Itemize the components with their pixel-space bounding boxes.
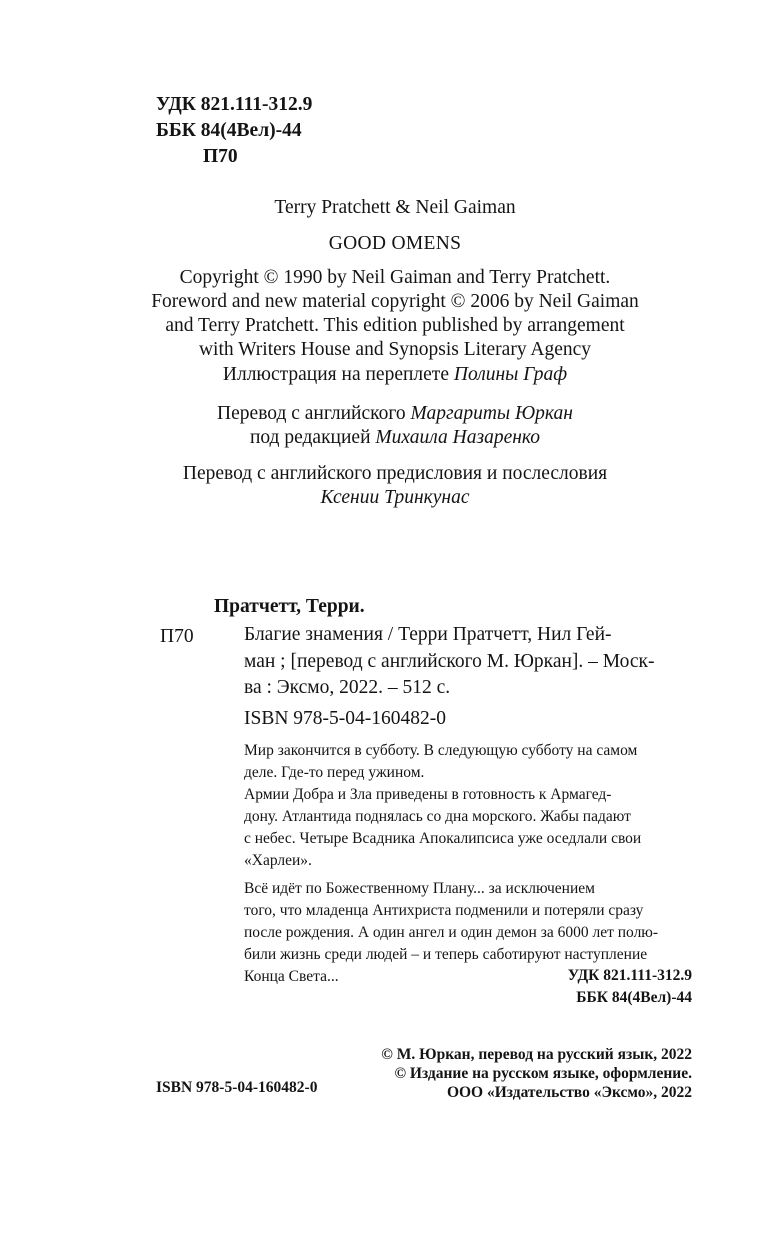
foreword-translator-name: Ксении Тринкунас — [320, 487, 470, 508]
footer-udk: УДК 821.111-312.9 — [567, 967, 692, 984]
copyright-line: and Terry Pratchett. This edition published by arrangement — [165, 315, 625, 336]
editor-name: Михаила Назаренко — [375, 427, 541, 448]
bibliographic-description: Благие знамения / Терри Пратчетт, Нил Гей- ман ; [перевод с английского М. Юркан]. – Моск- ва : Эксмо, 2022. – 512 с. — [244, 624, 655, 698]
illustration-credit: Иллюстрация на переплете Полины Граф — [222, 364, 568, 385]
translator-name: Маргариты Юркан — [410, 403, 573, 424]
footer-isbn: ISBN 978-5-04-160482-0 — [156, 1079, 318, 1096]
annotation: Мир закончится в субботу. В следующую субботу на самом деле. Где-то перед ужином. Армии Добра и Зла приведены в готовность к Армагед- дону. Атлантида поднялась со дна морского. Жабы падают с небес. Четыре Всадника Апокалипсиса уже оседлали свои «Харлеи». Всё идёт по Божественному Плану... за исключением того, что младенца Антихриста подменили и потеряли сразу после рождения. А один ангел и один демон за 6000 лет полю- били жизнь среди людей – и теперь саботируют наступление Конца Света... — [244, 742, 659, 985]
foreword-translation-credit: Перевод с английского предисловия и послесловия Ксении Тринкунас — [182, 463, 608, 508]
footer-classification — [568, 965, 692, 1009]
copyright-notice — [120, 266, 670, 362]
footer-copyright: © М. Юркан, перевод на русский язык, 2022 © Издание на русском языке, оформление. ООО «Издательство «Эксмо», 2022 — [381, 1046, 692, 1101]
bibliographic-author: Пратчетт, Терри. — [214, 596, 365, 617]
copyright-line: Foreword and new material copyright © 2006 by Neil Gaiman — [151, 291, 639, 312]
illustrator-name: Полины Граф — [453, 364, 568, 385]
bbk-code: ББК 84(4Вел)-44 — [156, 120, 302, 141]
original-authors: Terry Pratchett & Neil Gaiman — [274, 197, 516, 218]
author-sign: П70 — [203, 146, 238, 167]
isbn: ISBN 978-5-04-160482-0 — [244, 708, 447, 729]
udk-code: УДК 821.111-312.9 — [156, 94, 313, 115]
copyright-line: Copyright © 1990 by Neil Gaiman and Terry Pratchett. — [179, 267, 611, 288]
translation-credit: Перевод с английского Маргариты Юркан под редакцией Михаила Назаренко — [217, 403, 573, 448]
copyright-line: with Writers House and Synopsis Literary Agency — [198, 339, 592, 360]
footer-bbk: ББК 84(4Вел)-44 — [576, 989, 692, 1006]
classification-block — [156, 92, 312, 170]
original-title: GOOD OMENS — [328, 233, 462, 254]
bibliographic-code: П70 — [160, 626, 194, 647]
